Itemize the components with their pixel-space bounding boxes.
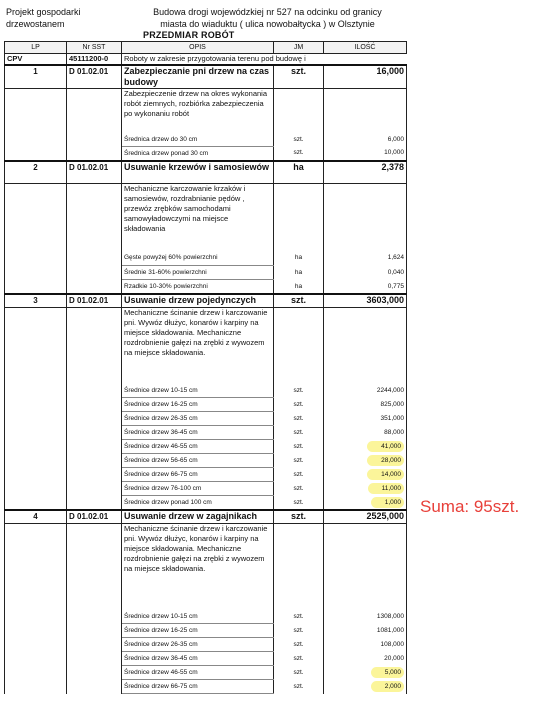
highlighted-quantity: 2,000 [371, 681, 404, 692]
highlighted-quantity: 14,000 [367, 469, 404, 480]
sub-item-unit: szt. [274, 426, 324, 440]
sub-item-quantity-cell [324, 468, 407, 482]
handwritten-sum-annotation: Suma: 95szt. [420, 497, 520, 516]
column-header-sst: Nr SST [67, 42, 122, 54]
sub-item-quantity-cell [324, 384, 407, 398]
empty-cell [5, 468, 67, 482]
empty-cell [67, 652, 122, 666]
sub-item-quantity-cell [324, 251, 407, 266]
sub-item-quantity: 20,000 [384, 654, 404, 662]
empty-cell [5, 384, 67, 398]
empty-cell [5, 496, 67, 511]
sub-item-quantity-cell [324, 280, 407, 295]
empty-cell [324, 523, 407, 610]
empty-cell [67, 133, 122, 147]
highlighted-quantity: 1,000 [371, 497, 404, 508]
empty-cell [324, 307, 407, 384]
empty-cell [5, 638, 67, 652]
sub-item-quantity-cell [324, 146, 407, 161]
sub-item-unit: szt. [274, 610, 324, 624]
project-description-line2: miasta do wiaduktu ( ulica nowobałtycka ) w Olsztynie [160, 19, 375, 29]
sub-item-unit: szt. [274, 638, 324, 652]
sub-item-unit: szt. [274, 412, 324, 426]
sub-item-row [5, 454, 407, 468]
sub-item-name: Gęste powyżej 60% powierzchni [122, 251, 274, 266]
bill-of-quantities-table [4, 41, 407, 694]
sub-item-row [5, 280, 407, 295]
position-unit: szt. [274, 65, 324, 89]
empty-cell [274, 184, 324, 251]
position-name: Usuwanie drzew w zagajnikach [122, 510, 274, 523]
sub-item-quantity-cell [324, 666, 407, 680]
position-description: Mechaniczne ścinanie drzew i karczowanie pni. Wywóz dłużyc, konarów i karpiny na miejsce składowania. Mechaniczne rozdrobnienie gałęzi na zrębki z wywozem na miejsce składowania. [122, 307, 274, 384]
empty-cell [67, 266, 122, 280]
sub-item-row [5, 496, 407, 511]
empty-cell [5, 280, 67, 295]
empty-cell [67, 426, 122, 440]
sub-item-row [5, 146, 407, 161]
empty-cell [5, 307, 67, 384]
sub-item-unit: szt. [274, 440, 324, 454]
sub-item-unit: szt. [274, 496, 324, 511]
position-quantity: 3603,000 [324, 294, 407, 307]
position-description: Zabezpieczenie drzew na okres wykonania robót ziemnych, rozbiórka zabezpieczenia po wykonaniu robót [122, 89, 274, 133]
sub-item-name: Średnice drzew 56-65 cm [122, 454, 274, 468]
sub-item-quantity: 108,000 [380, 640, 404, 648]
highlighted-quantity: 28,000 [367, 455, 404, 466]
sub-item-row [5, 426, 407, 440]
empty-cell [67, 454, 122, 468]
empty-cell [5, 440, 67, 454]
empty-cell [274, 89, 324, 133]
highlighted-quantity: 11,000 [368, 483, 404, 494]
empty-cell [67, 482, 122, 496]
sub-item-quantity-cell [324, 454, 407, 468]
sub-item-quantity-cell [324, 412, 407, 426]
sub-item-name: Średnice drzew 26-35 cm [122, 412, 274, 426]
sub-item-row [5, 384, 407, 398]
empty-cell [67, 610, 122, 624]
empty-cell [5, 666, 67, 680]
sub-item-quantity-cell [324, 652, 407, 666]
empty-cell [5, 412, 67, 426]
empty-cell [67, 680, 122, 694]
sub-item-name: Średnice drzew 76-100 cm [122, 482, 274, 496]
table-header-row [5, 42, 407, 54]
project-description [130, 6, 405, 30]
sub-item-name: Średnice drzew 36-45 cm [122, 426, 274, 440]
empty-cell [67, 468, 122, 482]
sub-item-unit: szt. [274, 624, 324, 638]
empty-cell [5, 251, 67, 266]
sub-item-quantity: 2244,000 [376, 387, 404, 394]
empty-cell [67, 666, 122, 680]
empty-cell [67, 523, 122, 610]
position-unit: szt. [274, 510, 324, 523]
sub-item-row [5, 251, 407, 266]
position-quantity: 2,378 [324, 161, 407, 184]
table-body [5, 54, 407, 694]
sub-item-unit: szt. [274, 482, 324, 496]
position-description: Mechaniczne ścinanie drzew i karczowanie pni. Wywóz dłużyc, konarów i karpiny na miejsce składowania. Mechaniczne rozdrobnienie gałęzi na zrębki z wywozem na miejsce składowania. [122, 523, 274, 610]
column-header-jm: JM [274, 42, 324, 54]
position-quantity: 2525,000 [324, 510, 407, 523]
sub-item-unit: szt. [274, 468, 324, 482]
sub-item-name: Średnice drzew ponad 100 cm [122, 496, 274, 511]
position-number: 4 [5, 510, 67, 523]
sub-item-name: Średnice drzew 36-45 cm [122, 652, 274, 666]
sub-item-name: Średnice drzew 10-15 cm [122, 610, 274, 624]
position-quantity: 16,000 [324, 65, 407, 89]
sub-item-quantity-cell [324, 440, 407, 454]
sub-item-row [5, 482, 407, 496]
empty-cell [67, 184, 122, 251]
position-description-row [5, 523, 407, 610]
empty-cell [324, 184, 407, 251]
cpv-row [5, 54, 407, 66]
sub-item-name: Średnice drzew 16-25 cm [122, 398, 274, 412]
empty-cell [67, 638, 122, 652]
empty-cell [5, 89, 67, 133]
empty-cell [5, 146, 67, 161]
column-header-ilosc: ILOŚĆ [324, 42, 407, 54]
position-unit: szt. [274, 294, 324, 307]
sub-item-unit: szt. [274, 146, 324, 161]
sub-item-unit: ha [274, 280, 324, 295]
sub-item-name: Średnice drzew 16-25 cm [122, 624, 274, 638]
position-sst-code: D 01.02.01 [67, 65, 122, 89]
sub-item-row [5, 133, 407, 147]
empty-cell [67, 412, 122, 426]
position-name: Usuwanie drzew pojedynczych [122, 294, 274, 307]
position-name: Zabezpieczanie pni drzew na czas budowy [122, 65, 274, 89]
position-description-row [5, 184, 407, 251]
sub-item-quantity-cell [324, 482, 407, 496]
empty-cell [5, 610, 67, 624]
cpv-description: Roboty w zakresie przygotowania terenu pod budowę i [122, 54, 407, 66]
sub-item-name: Średnice drzew 26-35 cm [122, 638, 274, 652]
sub-item-unit: ha [274, 266, 324, 280]
sub-item-unit: szt. [274, 398, 324, 412]
sub-item-unit: szt. [274, 454, 324, 468]
sub-item-quantity-cell [324, 610, 407, 624]
empty-cell [67, 251, 122, 266]
sub-item-row [5, 398, 407, 412]
position-name: Usuwanie krzewów i samosiewów [122, 161, 274, 184]
empty-cell [5, 454, 67, 468]
sub-item-row [5, 666, 407, 680]
sub-item-name: Średnice drzew 10-15 cm [122, 384, 274, 398]
empty-cell [67, 624, 122, 638]
sub-item-unit: szt. [274, 680, 324, 694]
position-row [5, 294, 407, 307]
sub-item-unit: szt. [274, 384, 324, 398]
sub-item-quantity-cell [324, 133, 407, 147]
empty-cell [67, 146, 122, 161]
sub-item-quantity: 825,000 [380, 400, 404, 408]
empty-cell [5, 652, 67, 666]
project-label [6, 6, 126, 30]
empty-cell [5, 133, 67, 147]
sub-item-quantity: 0,775 [387, 282, 404, 290]
sub-item-name: Średnie 31-60% powierzchni [122, 266, 274, 280]
empty-cell [274, 523, 324, 610]
sub-item-name: Średnica drzew ponad 30 cm [122, 146, 274, 161]
sub-item-quantity: 88,000 [384, 428, 404, 436]
empty-cell [5, 184, 67, 251]
empty-cell [324, 89, 407, 133]
position-description: Mechaniczne karczowanie krzaków i samosiewów, rozdrabnianie pędów , przewóz zrębków samochodami samowyładowczymi na miejsce składowania [122, 184, 274, 251]
empty-cell [5, 482, 67, 496]
empty-cell [5, 266, 67, 280]
position-sst-code: D 01.02.01 [67, 294, 122, 307]
empty-cell [67, 398, 122, 412]
project-label-line1: Projekt gospodarki [6, 7, 81, 17]
sub-item-quantity: 1081,000 [376, 626, 404, 634]
project-label-line2: drzewostanem [6, 19, 65, 29]
sub-item-unit: szt. [274, 652, 324, 666]
empty-cell [67, 496, 122, 511]
highlighted-quantity: 41,000 [367, 441, 404, 452]
empty-cell [67, 280, 122, 295]
empty-cell [67, 440, 122, 454]
sub-item-row [5, 266, 407, 280]
sub-item-row [5, 624, 407, 638]
sub-item-name: Średnice drzew 66-75 cm [122, 468, 274, 482]
sub-item-row [5, 680, 407, 694]
cpv-code: 45111200-0 [67, 54, 122, 66]
sub-item-quantity: 1308,000 [376, 613, 404, 620]
sub-item-quantity-cell [324, 398, 407, 412]
sub-item-unit: szt. [274, 666, 324, 680]
sub-item-name: Średnice drzew 46-55 cm [122, 440, 274, 454]
sub-item-quantity: 10,000 [384, 149, 404, 156]
position-description-row [5, 307, 407, 384]
sub-item-name: Średnice drzew 46-55 cm [122, 666, 274, 680]
position-description-row [5, 89, 407, 133]
sub-item-name: Średnica drzew do 30 cm [122, 133, 274, 147]
column-header-lp: LP [5, 42, 67, 54]
sub-item-row [5, 468, 407, 482]
sub-item-row [5, 610, 407, 624]
position-sst-code: D 01.02.01 [67, 510, 122, 523]
empty-cell [67, 384, 122, 398]
empty-cell [5, 624, 67, 638]
empty-cell [67, 307, 122, 384]
sub-item-unit: ha [274, 251, 324, 266]
sub-item-row [5, 440, 407, 454]
sub-item-unit: szt. [274, 133, 324, 147]
position-row [5, 65, 407, 89]
document-title: PRZEDMIAR ROBÓT [143, 30, 235, 40]
project-description-line1: Budowa drogi wojewódzkiej nr 527 na odcinku od granicy [153, 7, 382, 17]
position-unit: ha [274, 161, 324, 184]
position-row [5, 161, 407, 184]
empty-cell [5, 523, 67, 610]
position-number: 1 [5, 65, 67, 89]
sub-item-quantity-cell [324, 426, 407, 440]
sub-item-quantity-cell [324, 266, 407, 280]
cpv-label: CPV [5, 54, 67, 66]
sub-item-quantity: 351,000 [380, 414, 404, 422]
empty-cell [5, 398, 67, 412]
empty-cell [274, 307, 324, 384]
sub-item-quantity-cell [324, 624, 407, 638]
sub-item-row [5, 652, 407, 666]
sub-item-name: Rzadkie 10-30% powierzchni [122, 280, 274, 295]
sub-item-quantity: 1,624 [387, 253, 404, 261]
empty-cell [67, 89, 122, 133]
sub-item-quantity-cell [324, 680, 407, 694]
empty-cell [5, 426, 67, 440]
position-sst-code: D 01.02.01 [67, 161, 122, 184]
sub-item-name: Średnice drzew 66-75 cm [122, 680, 274, 694]
position-row [5, 510, 407, 523]
sub-item-quantity: 0,040 [387, 268, 404, 276]
sub-item-quantity: 6,000 [387, 135, 404, 143]
sub-item-quantity-cell [324, 496, 407, 511]
column-header-opis: OPIS [122, 42, 274, 54]
sub-item-quantity-cell [324, 638, 407, 652]
position-number: 3 [5, 294, 67, 307]
sub-item-row [5, 638, 407, 652]
empty-cell [5, 680, 67, 694]
position-number: 2 [5, 161, 67, 184]
highlighted-quantity: 5,000 [371, 667, 404, 678]
sub-item-row [5, 412, 407, 426]
